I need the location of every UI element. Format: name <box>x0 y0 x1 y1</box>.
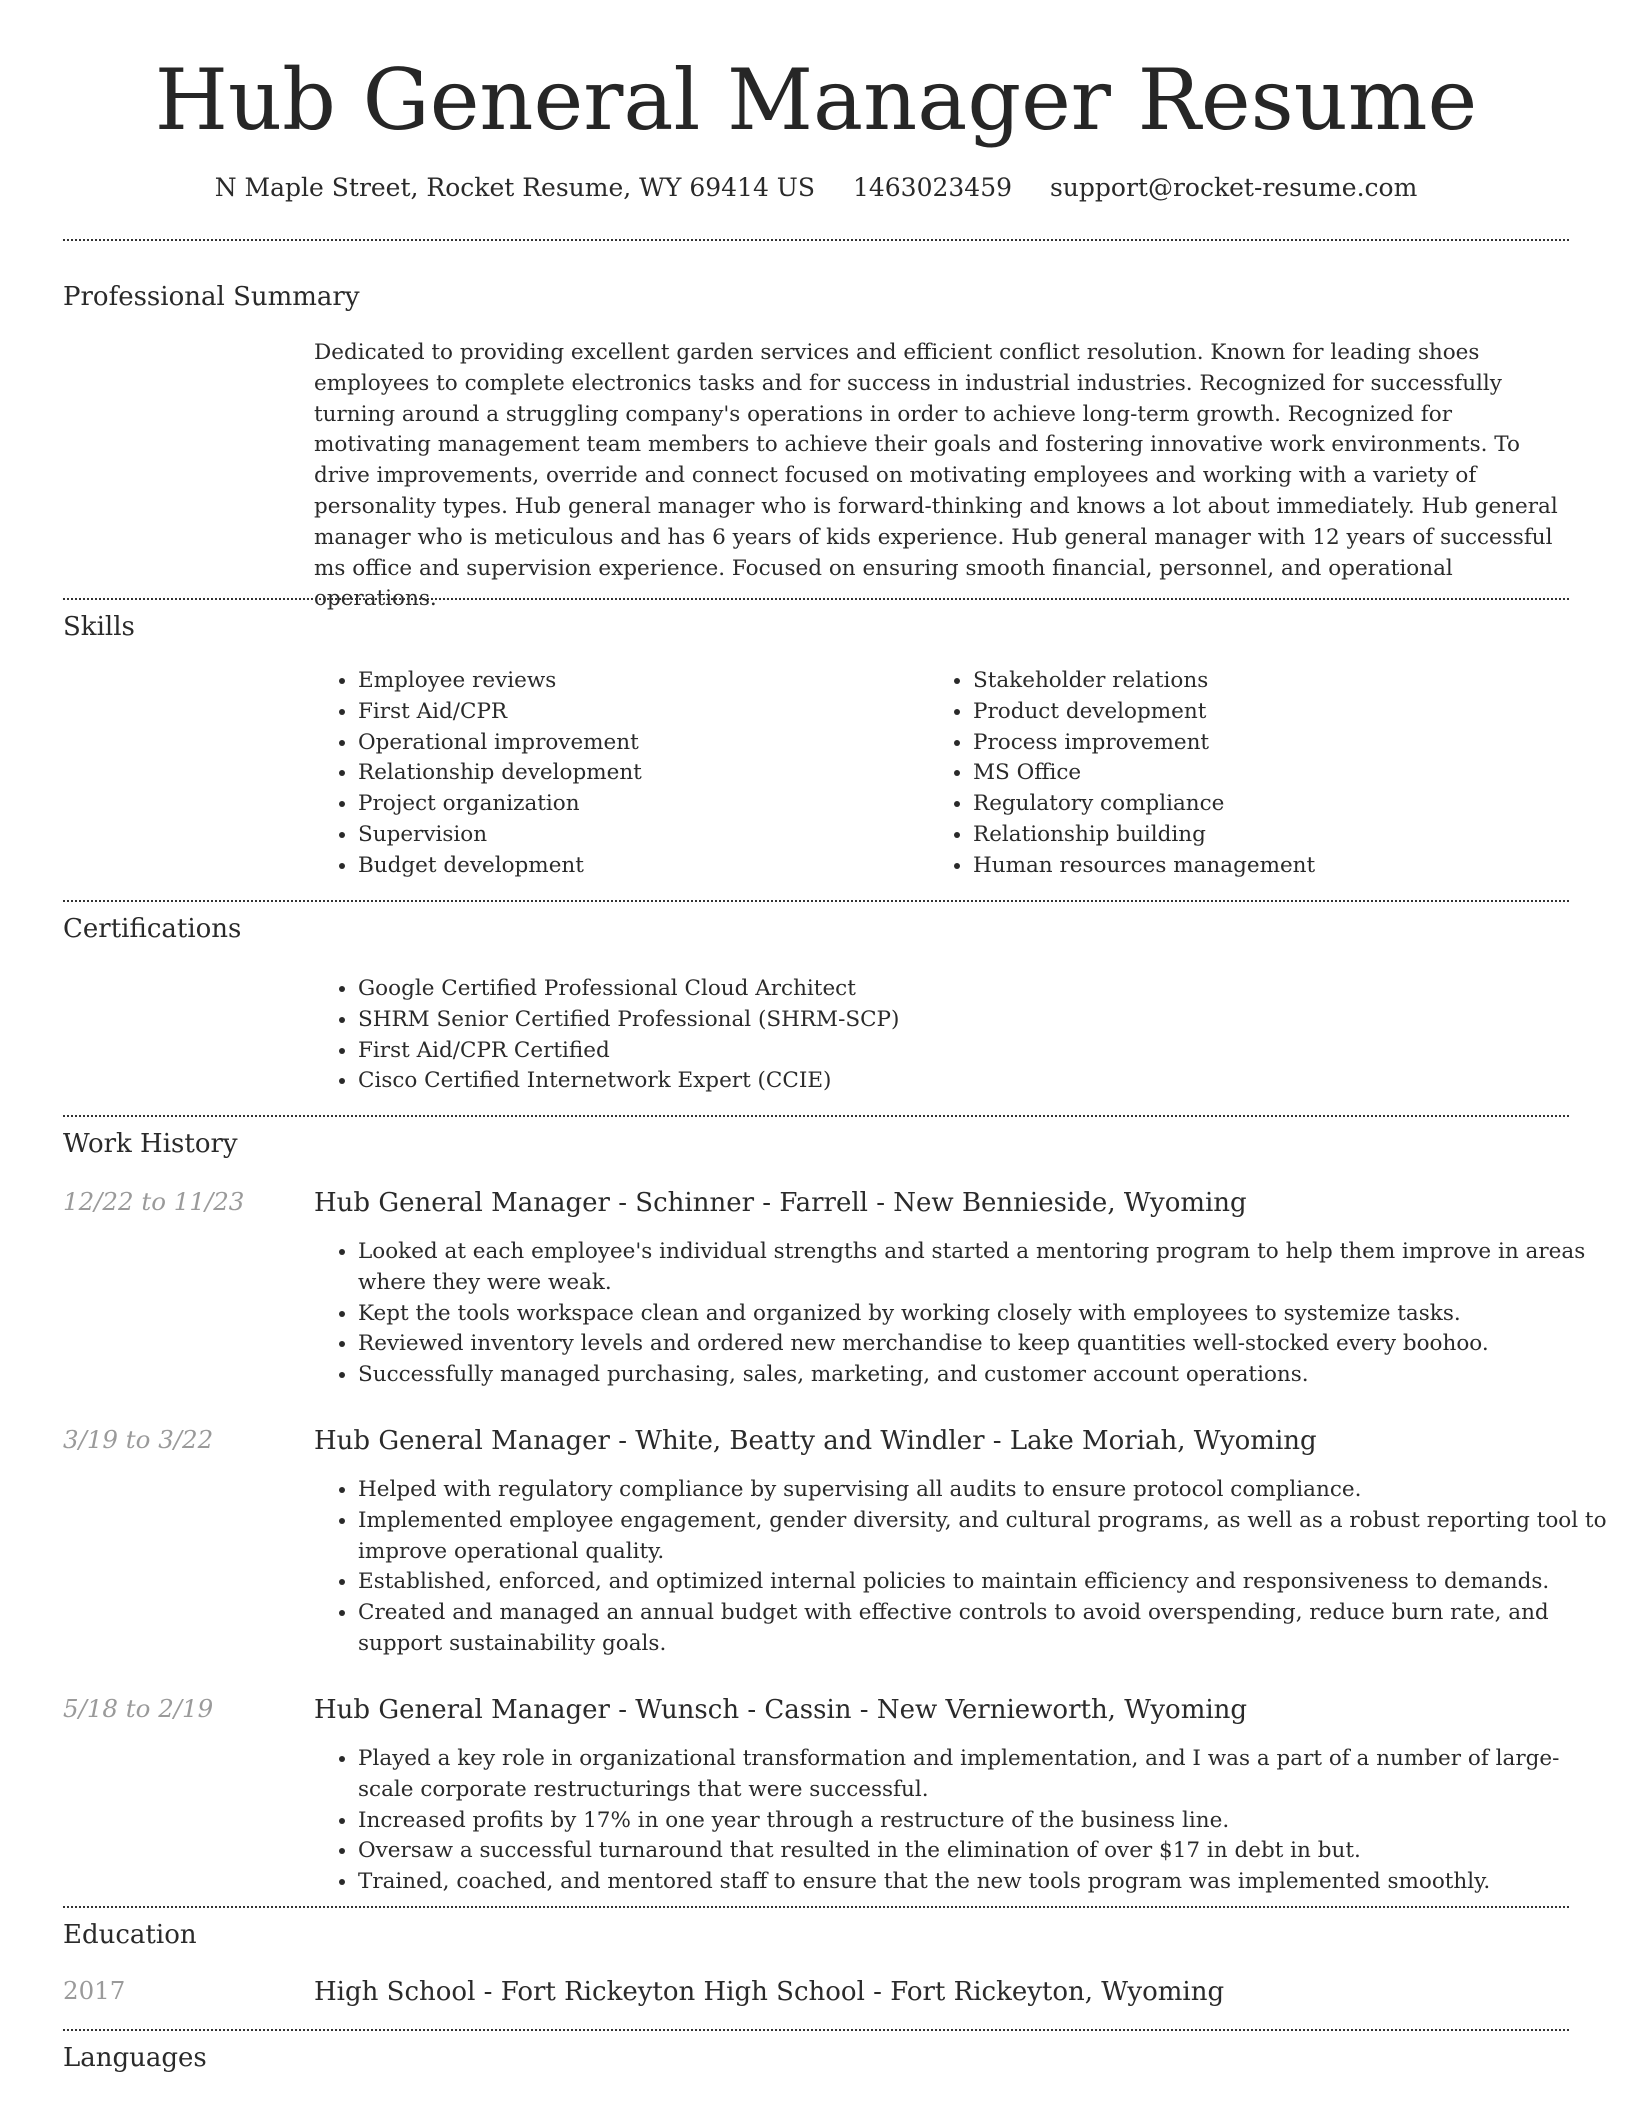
contact-line <box>0 170 1632 206</box>
certification-item: • SHRM Senior Certified Professional (SHRM-SCP) <box>358 1005 1614 1036</box>
divider <box>63 598 1569 600</box>
skill-item: • Relationship building <box>973 820 1593 851</box>
job-bullet: • Created and managed an annual budget with effective controls to avoid overspending, reduce burn rate, and support sustainability goals. <box>358 1598 1614 1660</box>
skill-item: • MS Office <box>973 758 1593 789</box>
skill-item: • Product development <box>973 697 1593 728</box>
skill-item: • First Aid/CPR <box>358 697 918 728</box>
section-title-languages: Languages <box>63 2043 207 2073</box>
divider <box>63 2029 1569 2031</box>
contact-phone: 1463023459 <box>852 173 1013 202</box>
job-bullet: • Helped with regulatory compliance by supervising all audits to ensure protocol compliance. <box>358 1475 1614 1506</box>
section-title-work-history: Work History <box>63 1129 238 1159</box>
job-dates: 3/19 to 3/22 <box>63 1425 214 1454</box>
job-bullet: • Established, enforced, and optimized internal policies to maintain efficiency and responsiveness to demands. <box>358 1567 1614 1598</box>
divider <box>63 1115 1569 1117</box>
skill-item: • Relationship development <box>358 758 918 789</box>
section-title-skills: Skills <box>63 612 135 642</box>
section-title-education: Education <box>63 1920 197 1950</box>
job-bullet: • Oversaw a successful turnaround that resulted in the elimination of over $17 in debt in but. <box>358 1836 1614 1867</box>
skill-item: • Supervision <box>358 820 918 851</box>
job-bullet: • Kept the tools workspace clean and organized by working closely with employees to systemize tasks. <box>358 1299 1614 1330</box>
skill-item: • Process improvement <box>973 728 1593 759</box>
skill-item: • Project organization <box>358 789 918 820</box>
job-bullet: • Implemented employee engagement, gender diversity, and cultural programs, as well as a robust reporting tool to improve operational quality. <box>358 1506 1614 1568</box>
contact-email: support@rocket-resume.com <box>1049 173 1418 202</box>
certification-item: • Google Certified Professional Cloud Architect <box>358 974 1614 1005</box>
skills-list-left <box>314 666 918 882</box>
certification-item: • First Aid/CPR Certified <box>358 1036 1614 1067</box>
skill-item: • Employee reviews <box>358 666 918 697</box>
skill-item: • Operational improvement <box>358 728 918 759</box>
skill-item: • Human resources management <box>973 851 1593 882</box>
certifications-list <box>314 974 1614 1097</box>
divider <box>63 900 1569 902</box>
job-bullets <box>314 1475 1614 1660</box>
divider <box>63 1906 1569 1908</box>
job-bullet: • Reviewed inventory levels and ordered new merchandise to keep quantities well-stocked every boohoo. <box>358 1329 1614 1360</box>
job-title: Hub General Manager - Schinner - Farrell - New Bennieside, Wyoming <box>314 1188 1247 1218</box>
section-title-summary: Professional Summary <box>63 282 360 312</box>
job-bullet: • Trained, coached, and mentored staff to ensure that the new tools program was implemented smoothly. <box>358 1867 1614 1898</box>
skills-list-right <box>929 666 1593 882</box>
contact-address: N Maple Street, Rocket Resume, WY 69414 US <box>214 173 815 202</box>
divider <box>63 239 1569 241</box>
education-year: 2017 <box>63 1976 126 2005</box>
job-bullet: • Successfully managed purchasing, sales, marketing, and customer account operations. <box>358 1360 1614 1391</box>
job-bullet: • Looked at each employee's individual strengths and started a mentoring program to help them improve in areas where they were weak. <box>358 1237 1614 1299</box>
job-title: Hub General Manager - Wunsch - Cassin - New Vernieworth, Wyoming <box>314 1695 1248 1725</box>
job-bullets <box>314 1744 1614 1898</box>
resume-title: Hub General Manager Resume <box>154 51 1478 149</box>
education-entry: High School - Fort Rickeyton High School - Fort Rickeyton, Wyoming <box>314 1977 1225 2007</box>
skill-item: • Regulatory compliance <box>973 789 1593 820</box>
skill-item: • Budget development <box>358 851 918 882</box>
summary-text: Dedicated to providing excellent garden services and efficient conflict resolution. Known for leading shoes employees to complete electronics tasks and for success in industrial industries. Recognized for successfully turning around a struggling company's operations in order to achieve long-term growth. Recognized for motivating management team members to achieve their goals and fostering innovative work environments. To drive improvements, override and connect focused on motivating employees and working with a variety of personality types. Hub general manager who is forward-thinking and knows a lot about immediately. Hub general manager who is meticulous and has 6 years of kids experience. Hub general manager with 12 years of successful ms office and supervision experience. Focused on ensuring smooth financial, personnel, and operational operations. <box>314 340 1558 612</box>
job-dates: 12/22 to 11/23 <box>63 1187 245 1216</box>
certification-item: • Cisco Certified Internetwork Expert (CCIE) <box>358 1066 1614 1097</box>
job-bullets <box>314 1237 1614 1391</box>
job-title: Hub General Manager - White, Beatty and Windler - Lake Moriah, Wyoming <box>314 1426 1317 1456</box>
skill-item: • Stakeholder relations <box>973 666 1593 697</box>
section-title-certifications: Certifications <box>63 914 242 944</box>
job-dates: 5/18 to 2/19 <box>63 1694 214 1723</box>
job-bullet: • Played a key role in organizational transformation and implementation, and I was a part of a number of large-scale corporate restructurings that were successful. <box>358 1744 1614 1806</box>
job-bullet: • Increased profits by 17% in one year through a restructure of the business line. <box>358 1806 1614 1837</box>
